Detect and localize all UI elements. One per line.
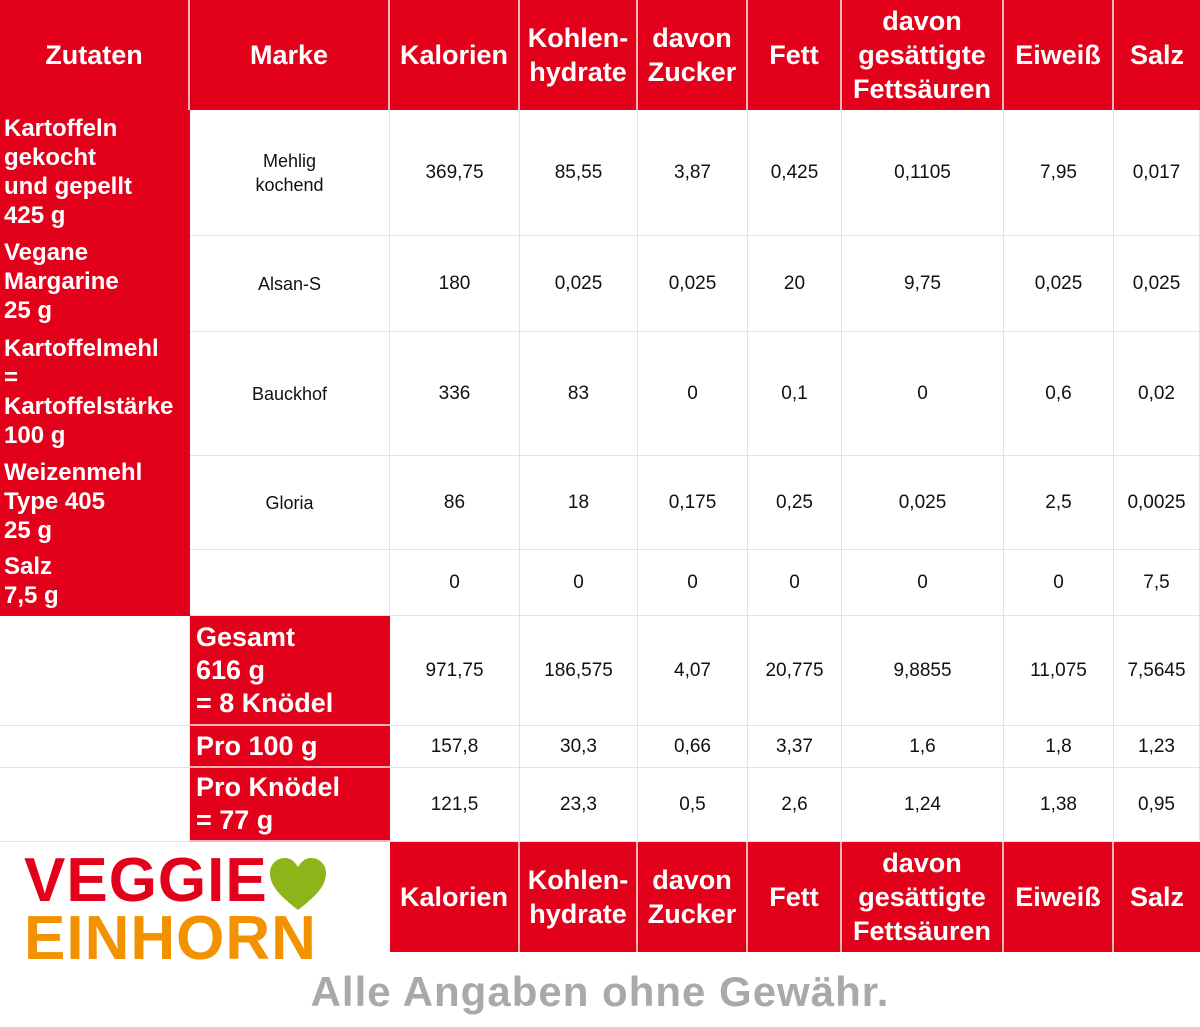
value-fettsaeuren: 0,1105 — [842, 110, 1004, 236]
footer-header-kohlenhydrate-line1: Kohlen- — [527, 865, 629, 895]
header-fettsaeuren — [842, 0, 1004, 110]
value-fett: 20 — [748, 236, 842, 332]
header-eiweiss: Eiweiß — [1004, 0, 1114, 110]
value-kohlenhydrate: 85,55 — [520, 110, 638, 236]
value-kohlenhydrate: 186,575 — [520, 616, 638, 726]
ingredient-name — [0, 332, 190, 456]
brand-line: Bauckhof — [251, 383, 328, 404]
value-zucker: 4,07 — [638, 616, 748, 726]
brand-cell — [190, 456, 390, 550]
total-label-line: = 8 Knödel — [196, 687, 334, 718]
value-kalorien: 336 — [390, 332, 520, 456]
value-salz: 0,02 — [1114, 332, 1200, 456]
footer-header-kohlenhydrate-line2: hydrate — [529, 899, 627, 929]
brand-line: Mehlig — [262, 150, 317, 171]
footer-header-fettsaeuren-line1: davon — [882, 848, 962, 878]
value-fettsaeuren: 0,025 — [842, 456, 1004, 550]
value-fettsaeuren: 1,24 — [842, 768, 1004, 842]
total-label-line: Pro 100 g — [196, 730, 318, 761]
value-salz: 0,0025 — [1114, 456, 1200, 550]
header-fettsaeuren-line2: gesättigte — [858, 40, 986, 70]
footer-header-eiweiss: Eiweiß — [1004, 842, 1114, 952]
value-fettsaeuren: 0 — [842, 550, 1004, 616]
header-salz: Salz — [1114, 0, 1200, 110]
header-fettsaeuren-line3: Fettsäuren — [852, 74, 992, 104]
ingredient-name-line: Weizenmehl — [4, 459, 143, 486]
value-salz: 0,017 — [1114, 110, 1200, 236]
total-row — [0, 768, 1200, 842]
header-kohlenhydrate-line1: Kohlen- — [527, 23, 629, 53]
value-fett: 0,425 — [748, 110, 842, 236]
ingredient-name — [0, 456, 190, 550]
ingredient-row — [0, 550, 1200, 616]
footer-header-kohlenhydrate — [520, 842, 638, 952]
total-label — [190, 616, 390, 726]
footer-header-zucker — [638, 842, 748, 952]
ingredient-row — [0, 332, 1200, 456]
value-eiweiss: 1,38 — [1004, 768, 1114, 842]
value-kalorien: 86 — [390, 456, 520, 550]
brand-line: Gloria — [265, 492, 314, 513]
value-eiweiss: 1,8 — [1004, 726, 1114, 768]
value-kalorien: 180 — [390, 236, 520, 332]
total-label — [190, 726, 390, 768]
veggie-einhorn-logo — [20, 846, 360, 973]
value-fettsaeuren: 9,75 — [842, 236, 1004, 332]
ingredient-name-line: Kartoffeln — [4, 115, 118, 142]
header-row — [0, 0, 1200, 110]
ingredient-name-line: Salz — [4, 553, 53, 580]
header-zucker — [638, 0, 748, 110]
ingredient-name-line: und gepellt — [4, 173, 132, 200]
total-row — [0, 726, 1200, 768]
value-eiweiss: 2,5 — [1004, 456, 1114, 550]
ingredient-name-line: Kartoffelmehl — [4, 335, 159, 362]
value-zucker: 0,5 — [638, 768, 748, 842]
header-fettsaeuren-line1: davon — [882, 6, 962, 36]
value-zucker: 3,87 — [638, 110, 748, 236]
footer-header-salz: Salz — [1114, 842, 1200, 952]
header-kalorien: Kalorien — [390, 0, 520, 110]
ingredient-row — [0, 236, 1200, 332]
value-salz: 0,95 — [1114, 768, 1200, 842]
ingredient-name-line: 7,5 g — [4, 582, 59, 609]
ingredient-name-line: 25 g — [4, 517, 53, 544]
header-zutaten: Zutaten — [0, 0, 190, 110]
total-label — [190, 768, 390, 842]
value-kohlenhydrate: 30,3 — [520, 726, 638, 768]
ingredient-name-line: gekocht — [4, 144, 97, 171]
value-kohlenhydrate: 23,3 — [520, 768, 638, 842]
ingredient-name-line: 100 g — [4, 422, 66, 449]
ingredient-name-line: Type 405 — [4, 488, 105, 515]
footer-header-fett: Fett — [748, 842, 842, 952]
value-zucker: 0 — [638, 550, 748, 616]
header-marke: Marke — [190, 0, 390, 110]
ingredient-row — [0, 110, 1200, 236]
value-eiweiss: 0,6 — [1004, 332, 1114, 456]
total-row — [0, 616, 1200, 726]
value-eiweiss: 7,95 — [1004, 110, 1114, 236]
total-label-line: 616 g — [196, 654, 266, 685]
footer-header-fettsaeuren-line2: gesättigte — [858, 882, 986, 912]
brand-cell — [190, 236, 390, 332]
value-kalorien: 0 — [390, 550, 520, 616]
brand-cell — [190, 110, 390, 236]
value-kalorien: 157,8 — [390, 726, 520, 768]
blank-cell — [0, 768, 190, 842]
header-fett: Fett — [748, 0, 842, 110]
header-kohlenhydrate — [520, 0, 638, 110]
value-zucker: 0 — [638, 332, 748, 456]
footer-header-zucker-line1: davon — [652, 865, 732, 895]
footer-header-fettsaeuren — [842, 842, 1004, 952]
ingredient-name-line: Vegane — [4, 239, 89, 266]
blank-cell — [0, 616, 190, 726]
ingredient-name-line: Margarine — [4, 268, 119, 295]
value-kalorien: 971,75 — [390, 616, 520, 726]
value-zucker: 0,025 — [638, 236, 748, 332]
value-fett: 2,6 — [748, 768, 842, 842]
value-fett: 0,1 — [748, 332, 842, 456]
value-kohlenhydrate: 0,025 — [520, 236, 638, 332]
total-label-line: Gesamt — [196, 621, 296, 652]
ingredient-name-line: = — [4, 364, 19, 391]
ingredient-name — [0, 550, 190, 616]
brand-cell — [190, 332, 390, 456]
disclaimer-text: Alle Angaben ohne Gewähr. — [310, 968, 890, 1015]
value-zucker: 0,175 — [638, 456, 748, 550]
value-kohlenhydrate: 83 — [520, 332, 638, 456]
value-eiweiss: 0,025 — [1004, 236, 1114, 332]
value-fett: 0,25 — [748, 456, 842, 550]
ingredient-name — [0, 110, 190, 236]
value-kalorien: 369,75 — [390, 110, 520, 236]
value-kohlenhydrate: 18 — [520, 456, 638, 550]
value-salz: 1,23 — [1114, 726, 1200, 768]
value-fettsaeuren: 1,6 — [842, 726, 1004, 768]
footer-header-zucker-line2: Zucker — [647, 899, 737, 929]
value-eiweiss: 0 — [1004, 550, 1114, 616]
ingredient-name-line: Kartoffelstärke — [4, 393, 174, 420]
value-salz: 7,5645 — [1114, 616, 1200, 726]
brand-cell — [190, 550, 390, 616]
header-zucker-line1: davon — [652, 23, 732, 53]
header-zucker-line2: Zucker — [647, 57, 737, 87]
value-fettsaeuren: 0 — [842, 332, 1004, 456]
total-label-line: Pro Knödel — [196, 772, 341, 802]
total-label-line: = 77 g — [196, 805, 274, 835]
value-kohlenhydrate: 0 — [520, 550, 638, 616]
logo-text-einhorn: EINHORN — [24, 904, 317, 973]
value-salz: 7,5 — [1114, 550, 1200, 616]
value-fett: 3,37 — [748, 726, 842, 768]
footer-header-kalorien: Kalorien — [390, 842, 520, 952]
ingredient-row — [0, 456, 1200, 550]
logo-text-veggie: VEGGIE — [24, 846, 268, 915]
brand-line: Alsan-S — [257, 273, 322, 294]
ingredient-name — [0, 236, 190, 332]
ingredient-name-line: 425 g — [4, 202, 66, 229]
footer-header-fettsaeuren-line3: Fettsäuren — [852, 916, 992, 946]
header-kohlenhydrate-line2: hydrate — [529, 57, 627, 87]
value-kalorien: 121,5 — [390, 768, 520, 842]
value-zucker: 0,66 — [638, 726, 748, 768]
value-eiweiss: 11,075 — [1004, 616, 1114, 726]
value-salz: 0,025 — [1114, 236, 1200, 332]
value-fett: 0 — [748, 550, 842, 616]
value-fett: 20,775 — [748, 616, 842, 726]
value-fettsaeuren: 9,8855 — [842, 616, 1004, 726]
blank-cell — [0, 726, 190, 768]
ingredient-name-line: 25 g — [4, 297, 53, 324]
brand-line: kochend — [255, 174, 324, 195]
